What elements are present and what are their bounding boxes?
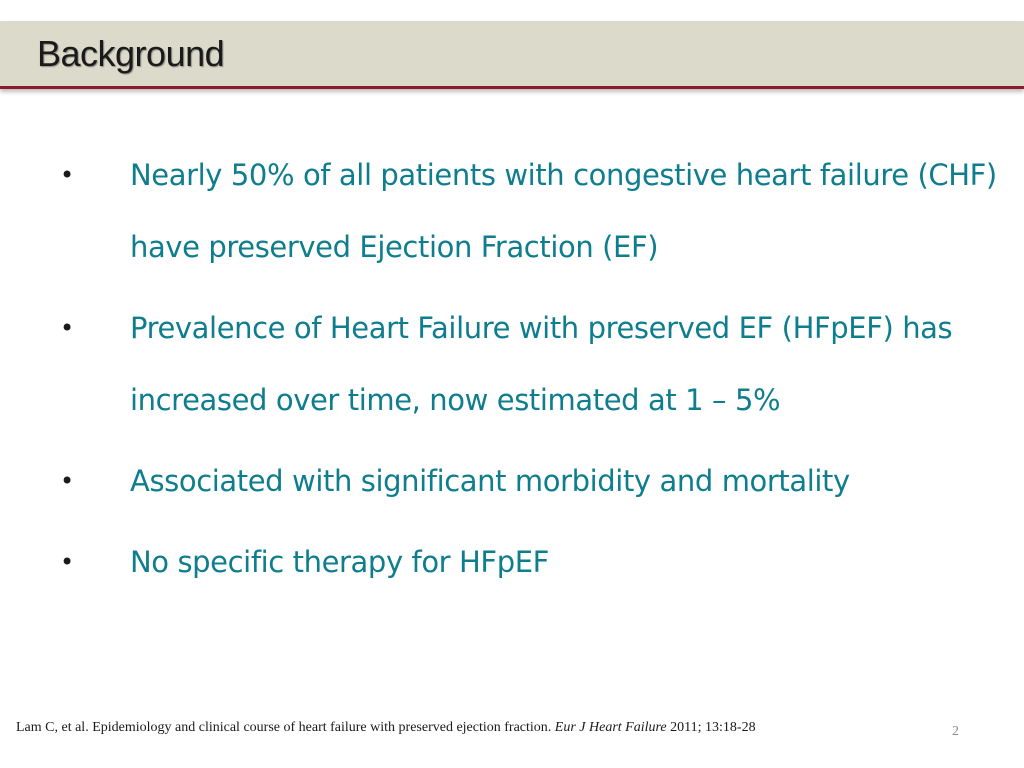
bullet-text: Associated with significant morbidity and mortality	[130, 464, 850, 498]
citation-journal: Eur J Heart Failure	[554, 720, 667, 735]
citation	[16, 720, 756, 736]
bullet-marker: •	[60, 467, 75, 495]
bullet-text: Nearly 50% of all patients with congestive heart failure (CHF) have preserved Ejection Fraction (EF)	[130, 158, 997, 264]
bullet-marker: •	[60, 548, 75, 576]
citation-authors-title: Lam C, et al. Epidemiology and clinical course of heart failure with preserved ejection fraction.	[16, 720, 552, 735]
bullet-marker: •	[60, 314, 75, 342]
slide-title: Background	[37, 33, 225, 74]
page-number: 2	[952, 724, 959, 739]
bullet-text: Prevalence of Heart Failure with preserved EF (HFpEF) has increased over time, now estimated at 1 – 5%	[130, 311, 953, 417]
bullet-marker: •	[60, 161, 75, 189]
citation-details: 2011; 13:18-28	[670, 720, 756, 735]
bullet-text: No specific therapy for HFpEF	[130, 545, 549, 579]
title-bar	[0, 21, 1024, 89]
